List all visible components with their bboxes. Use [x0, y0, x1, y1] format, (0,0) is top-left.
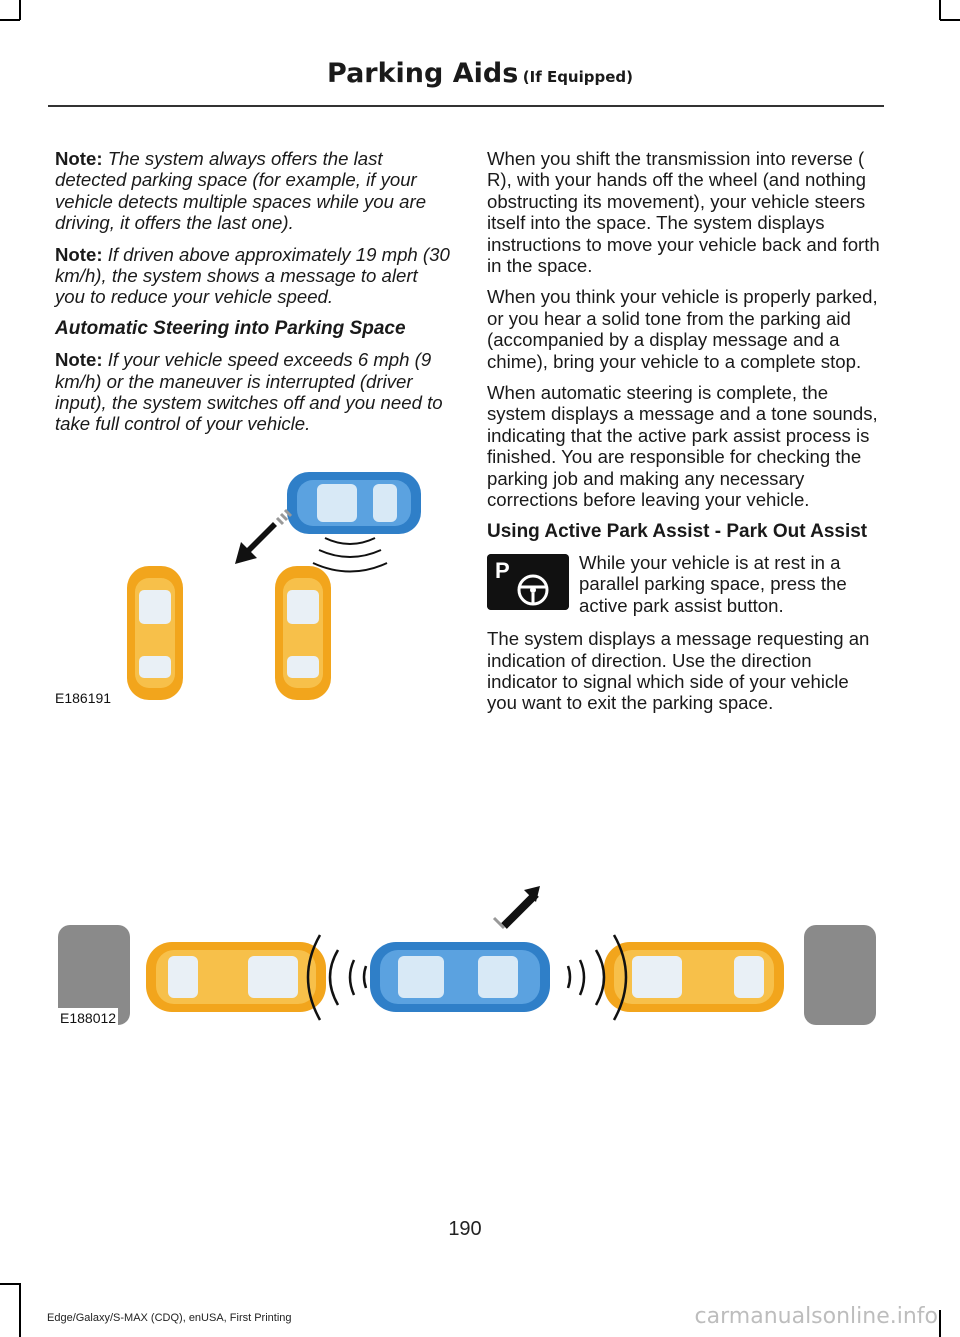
- park-assist-button-text: While your vehicle is at rest in a parallel parking space, press the active park assist button.: [579, 551, 847, 616]
- sensor-waves: [313, 538, 387, 572]
- crop-mark-bottom-left-v: [19, 1283, 21, 1337]
- grey-block-right: [804, 925, 876, 1025]
- orange-car-left-parked: [146, 942, 326, 1012]
- para-steering-complete: When automatic steering is complete, the system displays a message and a tone sounds, indicating that the active park assist process is finished. You are responsible for checking the parking job and making any necessary corrections before leaving your vehicle.: [487, 382, 878, 511]
- crop-mark-top-right-h: [940, 19, 960, 21]
- note-speed-alert: Note: If driven above approximately 19 mph (30 km/h), the system shows a message to alert you to reduce your vehicle speed.: [55, 243, 450, 308]
- exit-direction-arrow-icon: [494, 886, 540, 928]
- crop-mark-top-right-v: [939, 0, 941, 20]
- orange-car-right: [275, 566, 331, 700]
- crop-mark-bottom-right-v: [939, 1310, 941, 1337]
- orange-car-left: [127, 566, 183, 700]
- park-icon-letter: P: [495, 557, 510, 583]
- para-direction-indicator: The system displays a message requesting an indication of direction. Use the direction indicator to signal which side of your vehicle you want to exit the parking space.: [487, 628, 870, 714]
- crop-mark-bottom-left-h: [0, 1283, 20, 1285]
- para-properly-parked: When you think your vehicle is properly parked, or you hear a solid tone from the parking aid (accompanied by a display message and a chime), bring your vehicle to a complete stop.: [487, 286, 878, 372]
- active-park-assist-icon: [487, 554, 569, 610]
- direction-arrow-icon: [235, 510, 291, 564]
- right-column: [487, 148, 882, 724]
- orange-car-right-parked: [604, 942, 784, 1012]
- page-number: 190: [448, 1218, 482, 1240]
- figure-park-in-illustration: [55, 460, 435, 710]
- page-title: Parking Aids: [327, 58, 519, 89]
- header-rule: [48, 105, 884, 107]
- para-reverse: When you shift the transmission into reverse ( R), with your hands off the wheel (and nothing obstructing its movement), your vehicle steers itself into the space. The system displays instructions to move your vehicle back and forth in the space.: [487, 148, 880, 277]
- figure2-id-label: E188012: [60, 1010, 117, 1026]
- figure-park-out-illustration: [58, 880, 876, 1030]
- park-assist-button-paragraph: [487, 552, 882, 616]
- page-subtitle: (If Equipped): [522, 68, 633, 86]
- left-column: [55, 148, 450, 445]
- watermark: carmanualsonline.info: [694, 1304, 938, 1329]
- crop-mark-top-left-h: [0, 19, 20, 21]
- page-header: [0, 58, 960, 89]
- heading-park-out-assist: Using Active Park Assist - Park Out Assist: [487, 520, 868, 542]
- note-switch-off: Note: If your vehicle speed exceeds 6 mph (9 km/h) or the maneuver is interrupted (driver input), the system switches off and you need to take full control of your vehicle.: [55, 349, 443, 435]
- blue-car-illustration: [287, 472, 421, 534]
- crop-mark-top-left-v: [19, 0, 21, 20]
- note-last-space: Note: The system always offers the last detected parking space (for example, if your vehicle detects multiple spaces while you are driving, it offers the last one).: [55, 148, 427, 234]
- heading-automatic-steering: Automatic Steering into Parking Space: [55, 317, 406, 339]
- blue-car-center: [370, 942, 550, 1012]
- figure-id-label: E186191: [55, 690, 112, 706]
- footer-text: Edge/Galaxy/S-MAX (CDQ), enUSA, First Printing: [47, 1312, 292, 1324]
